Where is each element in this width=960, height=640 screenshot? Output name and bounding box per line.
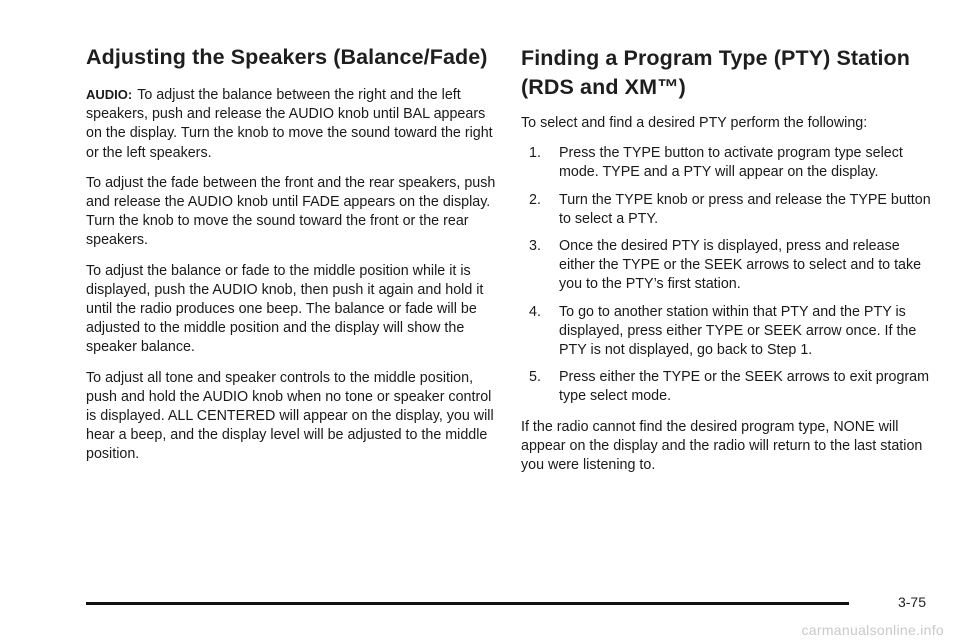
list-item [529, 191, 931, 229]
paragraph-audio-text: To adjust the balance between the right and the left speakers, push and release the AUDIO knob until BAL appears on the display. Turn the knob to move the sound toward the right or the left speakers. [86, 87, 493, 161]
pty-steps-list [521, 144, 931, 406]
section-title-speakers: Adjusting the Speakers (Balance/Fade) [86, 45, 488, 69]
step-number: 1. [529, 145, 541, 162]
right-column [521, 44, 931, 486]
list-item [529, 368, 931, 406]
step-text: To go to another station within that PTY and the PTY is displayed, press either TYPE or SEEK arrow once. If the PTY is not displayed, go back to Step 1. [559, 303, 917, 359]
step-number: 5. [529, 369, 541, 386]
step-text: Once the desired PTY is displayed, press and release either the TYPE or the SEEK arrows to select and to take you to the PTY’s first station. [559, 238, 922, 293]
step-text: Press the TYPE button to activate program type select mode. TYPE and a PTY will appear on the display. [559, 145, 903, 181]
step-number: 3. [529, 238, 541, 255]
paragraph-all-centered: To adjust all tone and speaker controls to the middle position, push and hold the AUDIO knob when no tone or speaker control is displayed. ALL CENTERED will appear on the display, you will hear a beep, and the display level will be adjusted to the middle position. [86, 369, 494, 463]
paragraph-audio [86, 85, 496, 163]
step-text: Press either the TYPE or the SEEK arrows to exit program type select mode. [559, 369, 930, 405]
paragraph-center: To adjust the balance or fade to the middle position while it is displayed, push the AUDIO knob, then push it again and hold it until the radio produces one beep. The balance or fade will be adjusted to the middle position and the display will show the speaker balance. [86, 262, 484, 356]
left-column [86, 44, 496, 476]
paragraph-fade: To adjust the fade between the front and the rear speakers, push and release the AUDIO knob until FADE appears on the display. Turn the knob to move the sound toward the front or the rear speakers. [86, 174, 496, 249]
list-item [529, 237, 931, 295]
page-number: 3-75 [897, 594, 926, 610]
footer-rule [86, 602, 849, 605]
step-number: 2. [529, 191, 541, 208]
section-title-pty: Finding a Program Type (PTY) Station (RDS and XM™) [521, 46, 911, 99]
audio-lead-label: AUDIO: [86, 87, 133, 102]
list-item [529, 303, 931, 361]
watermark-text: carmanualsonline.info [801, 622, 944, 638]
step-number: 4. [529, 303, 541, 320]
paragraph-pty-outro: If the radio cannot find the desired program type, NONE will appear on the display and the radio will return to the last station you were listening to. [521, 418, 923, 474]
list-item [529, 144, 931, 182]
paragraph-pty-intro: To select and find a desired PTY perform the following: [521, 115, 868, 131]
step-text: Turn the TYPE knob or press and release the TYPE button to select a PTY. [559, 191, 931, 227]
